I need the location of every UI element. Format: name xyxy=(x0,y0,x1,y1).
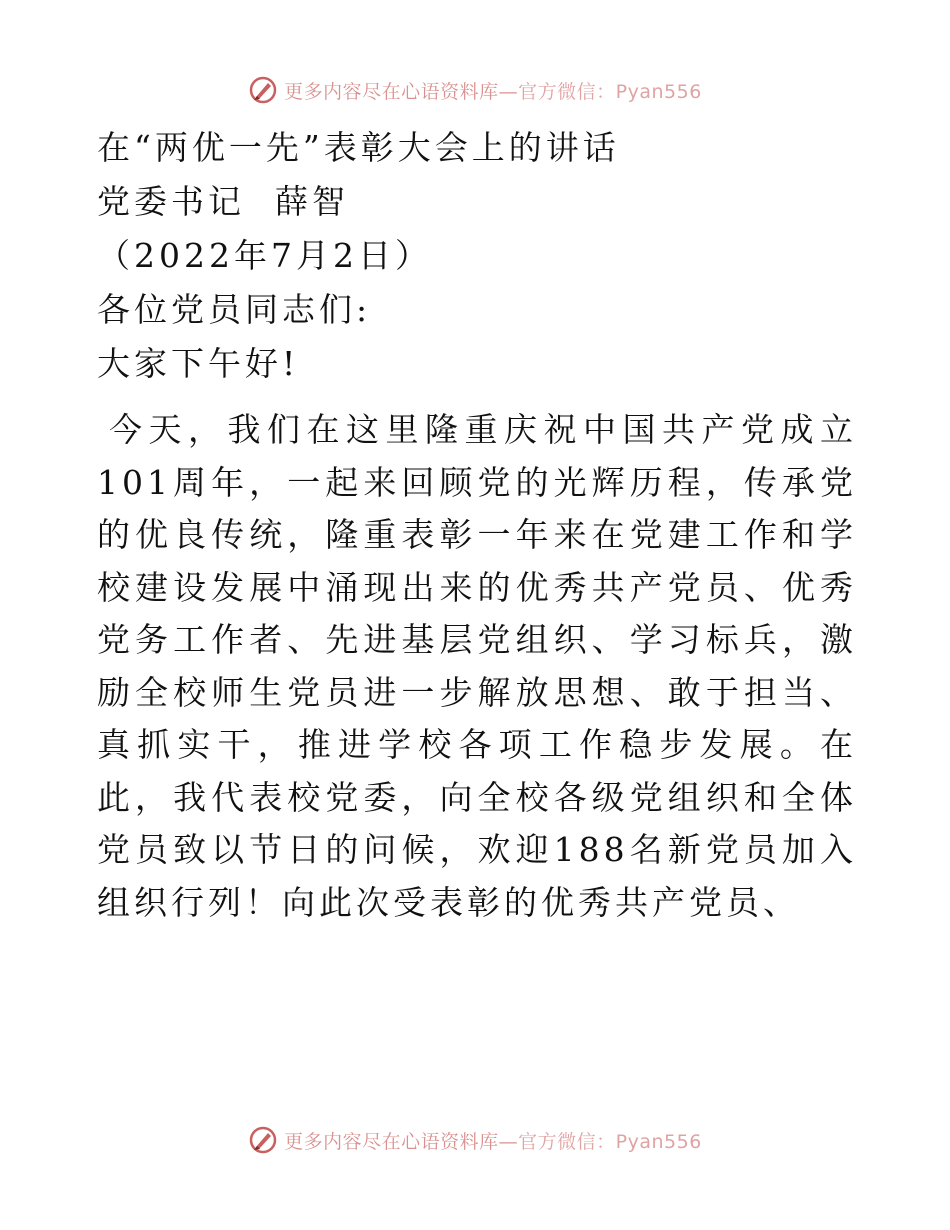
salutation: 大家下午好! xyxy=(97,344,300,383)
banner-separator: — xyxy=(498,1130,519,1153)
speech-paragraph: 今天，我们在这里隆重庆祝中国共产党成立101周年，一起来回顾党的光辉历程，传承党的优良传统，隆重表彰一年来在党建工作和学校建设发展中涌现出来的优秀共产党员、优秀党务工作者、先进基层党组织、学习标兵，激励全校师生党员进一步解放思想、敢于担当、真抓实干，推进学校各项工作稳步发展。在此，我代表校党委，向全校各级党组织和全体党员致以节日的问候，欢迎188名新党员加入组织行列！向此次受表彰的优秀共产党员、 xyxy=(97,410,857,922)
greeting: 各位党员同志们: xyxy=(97,290,372,329)
speaker-line xyxy=(97,176,857,230)
speech-title: 在“两优一先”表彰大会上的讲话 xyxy=(97,128,620,167)
pen-logo-icon xyxy=(248,1125,278,1155)
banner-wechat-text: 官方微信：Pyan556 xyxy=(518,1130,702,1153)
banner-wechat-text: 官方微信：Pyan556 xyxy=(518,80,702,103)
banner-text xyxy=(284,77,702,104)
document-body xyxy=(97,120,857,929)
banner-separator: — xyxy=(498,80,519,103)
banner-site-text: 更多内容尽在心语资料库 xyxy=(284,1130,499,1153)
banner-text xyxy=(284,1127,702,1154)
pen-logo-icon xyxy=(248,75,278,105)
speaker-name: 薛智 xyxy=(275,182,349,221)
footer-watermark-banner xyxy=(0,1120,950,1160)
header-watermark-banner xyxy=(0,70,950,110)
speech-date: （2022年7月2日） xyxy=(97,236,432,275)
banner-site-text: 更多内容尽在心语资料库 xyxy=(284,80,499,103)
speaker-role: 党委书记 xyxy=(97,182,245,221)
